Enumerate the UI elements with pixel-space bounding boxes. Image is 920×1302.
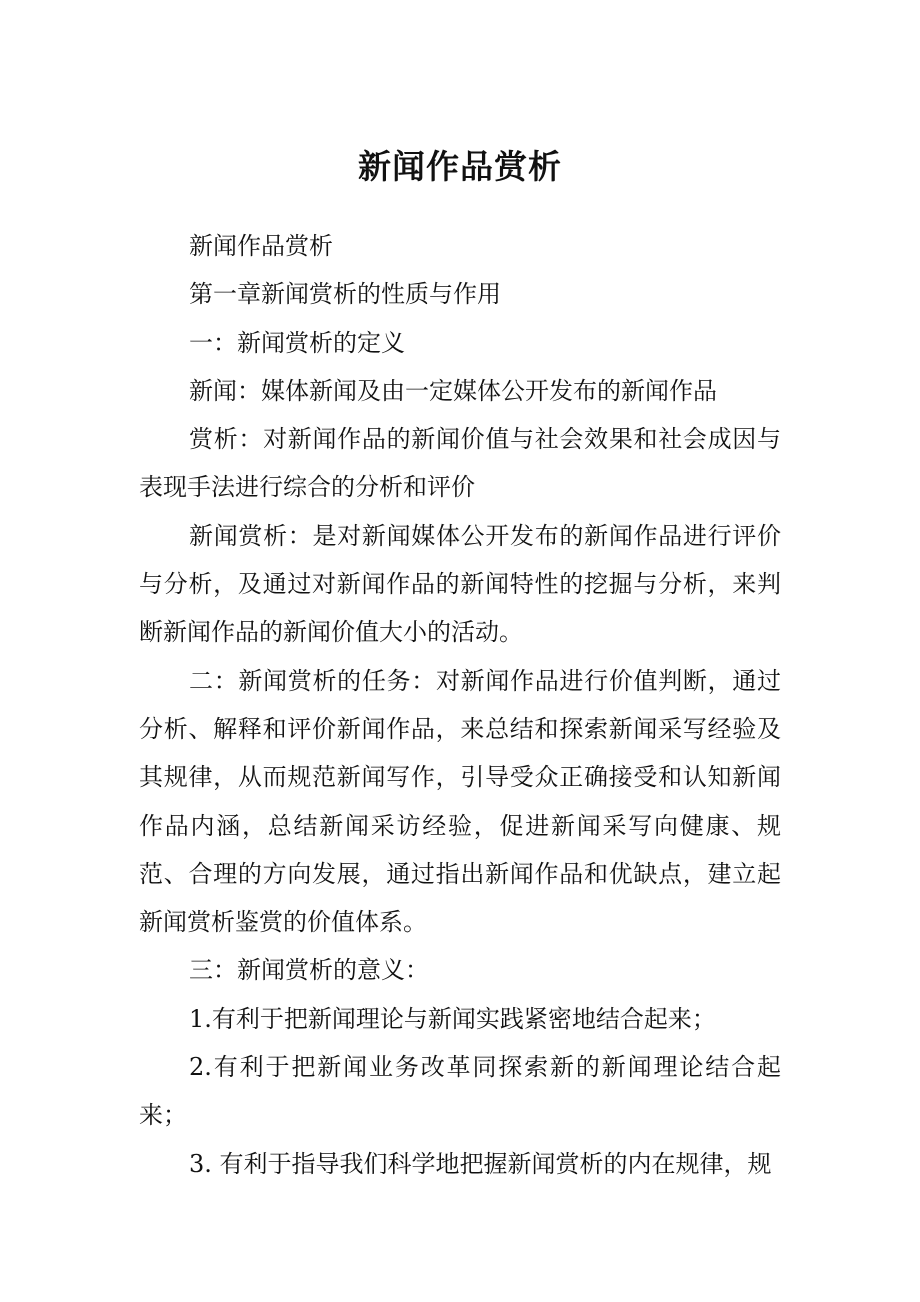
list-item-significance-3: 3. 有利于指导我们科学地把握新闻赏析的内在规律，规: [189, 1149, 772, 1178]
document-body: [139, 222, 781, 1188]
list-item-significance-2: 2.有利于把新闻业务改革同探索新的新闻理论结合起来；: [139, 1053, 781, 1130]
paragraph-news-definition: 新闻：媒体新闻及由一定媒体公开发布的新闻作品: [189, 376, 717, 405]
paragraph-section-definition: 一：新闻赏析的定义: [189, 328, 405, 357]
paragraph-chapter-heading: 第一章新闻赏析的性质与作用: [189, 280, 501, 309]
paragraph-subtitle: 新闻作品赏析: [189, 232, 333, 260]
paragraph-appreciation-definition: 赏析：对新闻作品的新闻价值与社会效果和社会成因与表现手法进行综合的分析和评价: [139, 425, 781, 502]
paragraph-tasks: 二：新闻赏析的任务：对新闻作品进行价值判断，通过分析、解释和评价新闻作品，来总结和探索新闻采写经验及其规律，从而规范新闻写作，引导受众正确接受和认知新闻作品内涵，总结新闻采访经验，促进新闻采写向健康、规范、合理的方向发展，通过指出新闻作品和优缺点，建立起新闻赏析鉴赏的价值体系。: [139, 666, 781, 937]
paragraph-news-appreciation-definition: 新闻赏析：是对新闻媒体公开发布的新闻作品进行评价与分析，及通过对新闻作品的新闻特性的挖掘与分析，来判断新闻作品的新闻价值大小的活动。: [139, 521, 781, 647]
list-item-significance-1: 1.有利于把新闻理论与新闻实践紧密地结合起来；: [189, 1004, 716, 1033]
document-title: 新闻作品赏析: [358, 147, 562, 186]
paragraph-significance-heading: 三：新闻赏析的意义：: [189, 956, 429, 985]
